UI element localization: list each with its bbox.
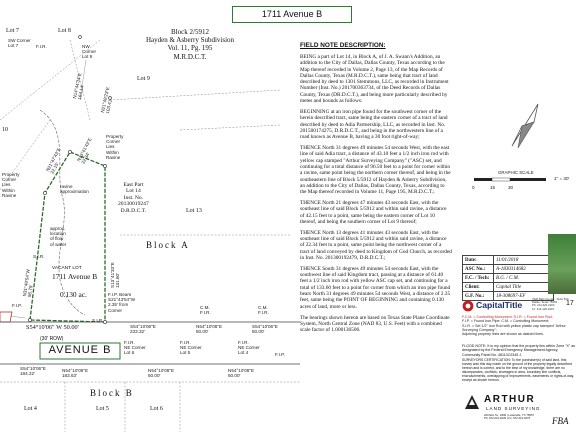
cm-label: C.M. F.I.R. — [200, 305, 211, 316]
call-bottom: N54°10'06"E 50.00' — [228, 368, 255, 379]
subject-address: 1711 Avenue B — [52, 272, 98, 281]
table-row — [463, 274, 554, 283]
sw-corner-label: SW Corner Lot 7 — [8, 38, 31, 49]
call-bottom: N54°10'06"E 183.63' — [62, 368, 89, 379]
call-bottom: S54°10'06"E 184.22' — [20, 366, 46, 377]
subject-area: 0.130 ac. — [60, 290, 87, 299]
street-row: (30' ROW) — [40, 336, 64, 342]
scale-unit: 1" = 30' — [554, 176, 570, 181]
info-key: F.C. / Tech: — [463, 274, 494, 283]
adjoining-corner — [0, 312, 12, 322]
field-note-paragraph: THENCE South 31 degrees 49 minutes 54 seconds East, with the southwest line of said Kingdom tract, passing at a distance of 61.40 feet a 1/2 inch iron rod with yellow ASC cap set, and continuing for a total of 133.60 feet to a point for corner from which an iron pipe found bears North 31 degrees 49 minutes 54 seconds West, a distance of 2.35 feet, same being the POINT OF BEGINNING and containing 0.130 acres of land, more or less. — [300, 265, 451, 310]
info-value: Capital Title — [494, 283, 554, 292]
block-b-label: Block B — [90, 388, 134, 398]
legend-line: F.I.P. = Found Iron Pipe; C.M. = Controlling Monument; — [462, 319, 550, 324]
bearing-call: N21°47'43"E 22.15' — [45, 146, 62, 175]
east-part-line: D.R.D.C.T. — [120, 207, 147, 214]
arthur-address: 220 Elm St., #200 | Lewisville, TX 75057 Ph: 972.221.9439 | Fx: 972.221.4675 — [484, 413, 535, 421]
info-key: G.F. No.: — [463, 292, 494, 301]
flood-note: FLOOD NOTE: It is my opinion that the property lies within Zone "X" as designated by the Federal Emergency Management Agency, Community Panel No. 48113C0345 J. — [462, 344, 576, 357]
block-header-line: M.R.D.C.T. — [173, 52, 207, 61]
scale-tick: 0 — [472, 185, 475, 190]
block-header-line: Vol. 11, Pg. 195 — [167, 44, 213, 53]
bearing-call: N14°44'34"E 164.14' — [72, 72, 86, 101]
arthur-sub: LAND SURVEYING — [486, 406, 541, 411]
vacant-lot-caption: VACANT LOT — [52, 266, 82, 271]
main-call: S54°10'06" W 50.00' — [26, 324, 79, 331]
fip-note: F.I.P. Bears S21°43'54"W 2.35' from Corner — [108, 292, 136, 313]
field-note-paragraph: THENCE North 21 degrees 47 minutes 43 seconds East, with the southeast line of said Block 5/5912 and within said ravine, a distance of 42.15 feet to a point, same being the eastern corner of Lot 10 thereof, and being the southern corner of Lot 9 thereof; — [300, 200, 447, 225]
lot-6-label: Lot 6 — [150, 406, 163, 412]
field-note-paragraph: THENCE North 13 degrees 41 minutes 43 seconds East, with the southeast line of said Block 5/5912 and within said ravine, a distance of 22.34 feet to a point, same point being the northwest corner of a tract of land conveyed by deed to Kingdom of God Church, as recorded in Inst. No. 201300192479, D.R.D.C.T.; — [300, 229, 452, 261]
graphic-scale-label: GRAPHIC SCALE — [498, 170, 534, 175]
call-right: N54°10'06"E 50.00' — [196, 324, 223, 335]
info-key: Client: — [463, 283, 494, 292]
capital-title-icon — [462, 300, 474, 312]
fip-left: F.I.P. — [12, 303, 22, 308]
north-arrow-icon — [504, 96, 544, 156]
field-notes — [300, 54, 452, 338]
east-part-lot-14 — [118, 182, 149, 214]
lot-5-label: Lot 5 — [96, 406, 109, 412]
block-header-line: Block 2/5912 — [171, 28, 209, 36]
surveyor-signature: FBA — [552, 416, 569, 426]
field-note-paragraph: The bearings shown hereon are based on Texas State Plane Coordinate System, North Central Zone (NAD 83, U.S. Feet) with a combined scale factor of 1.000136506. — [300, 314, 450, 334]
cm-label: C.M. F.I.R. — [258, 305, 269, 316]
arthur-name: ARTHUR — [484, 394, 536, 405]
info-value: B.G. / C.M. — [494, 274, 554, 283]
fir-ne-corner-lot5: F.I.R. NE Corner Lot 5 — [180, 340, 202, 356]
field-note-paragraph: BEGINNING at an iron pipe found for the southwest corner of the herein described tract, same being the eastern corner of a tract of land described by deed to Adia Partnership, LLC, as recorded in Inst. No. 201500174275, D.R.D.C.T., and being in the northwestern line of a road known as Avenue B, having a 30 foot right-of-way; — [300, 108, 448, 141]
block-header — [142, 28, 238, 61]
street-name: AVENUE B — [48, 344, 112, 356]
bearing-call: N13°41'43"E 22.34' — [76, 136, 93, 165]
east-part-line: Lot 14 — [126, 188, 141, 195]
fir-label: F.I.R. — [36, 44, 47, 49]
sir-label: S.I.R. — [33, 254, 45, 259]
lot-13-label: Lot 13 — [186, 208, 202, 214]
fir-ne-corner-lot6: F.I.R. NE Corner Lot 6 — [124, 340, 146, 356]
block-header-line: Hayden & Asberry Subdivision — [145, 36, 235, 45]
site-photo — [548, 234, 576, 294]
table-row — [463, 283, 554, 292]
field-notes-title: FIELD NOTE DESCRIPTION: — [300, 42, 386, 49]
scale-tick: 30 — [508, 185, 514, 190]
lot-9-label: Lot 9 — [137, 76, 150, 82]
field-note-paragraph: BEING a part of Lot 14, in Block A, of J. A. Swann's Addition, an addition to the City of Dallas, Dallas County, Texas according to the Map thereof recorded in Volume 2, Page 13, of the Map Records of Dallas County, Texas (M.R.D.C.T.), same being that tract of land described by deed to 1301 Stemmons, LLC, as recorded in Instrument Number (Inst. No.) 201700363734, of the Deed Records of Dallas County, Texas (DR.D.C.T.), and being more particularly described by metes and bounds as follows: — [300, 54, 449, 105]
table-row — [463, 265, 554, 274]
ravine-approx-label: ravine approximation — [60, 184, 89, 195]
field-note-paragraph: THENCE North 31 degrees 49 minutes 54 seconds West, with the east line of said Adia tract, a distance of 43.10 feet a 1/2 inch iron rod with yellow cap stamped "Arthur Surveying Company" ("ASC) set, and continuing for a total distance of 96.50 feet to a point for corner within a ravine, same point being the northern corner thereof, and being in the southeastern line of Block 5/5912 of Hayden & Asberry Subdivision, an addition to the City of Dallas, Dallas County, Texas, according to the Map thereof recorded in Volume 11, Page 195, M.R.D.C.T.; — [300, 145, 451, 196]
lot-8-label: Lot 8 — [58, 28, 71, 34]
sir-bottom: S.I.R. — [92, 318, 104, 323]
survey-info-table — [462, 255, 554, 301]
info-key: Date: — [463, 256, 494, 265]
capital-title-logo — [462, 297, 574, 312]
east-part-line: Inst. No. — [123, 194, 144, 201]
info-value: 18-308697-EF — [494, 292, 554, 301]
call-right: S54°10'06"E 50.00' — [252, 324, 278, 335]
call-right: S54°10'06"E 233.32' — [130, 324, 156, 335]
lot-4-label: Lot 4 — [24, 406, 37, 412]
bearing-call-east: S13°41'33"E 131.60' — [110, 262, 121, 288]
legend-line: S.I.R. = Set 1/2" Iron Rod with yellow plastic cap stamped "Arthur Surveying Company"; — [462, 323, 566, 332]
nw-corner-label: NW Corner Lot 9 — [82, 44, 97, 60]
page-title: 1711 Avenue B — [232, 6, 352, 23]
bearing-call-west: N31°49'54"W 96.79' — [22, 268, 34, 298]
arthur-mountain-icon — [464, 394, 480, 410]
water-flow-label: approx. location of flow of water — [50, 226, 67, 247]
fip-right: F.I.P. — [275, 352, 285, 357]
legend-line: F.C.M. = Controlling Monument; S.I.R. = Found Iron Rod; — [462, 315, 553, 319]
capital-title-name: CapitalTitle — [476, 300, 523, 310]
scale-tick: 15 — [490, 185, 496, 190]
call-bottom: N54°10'06"E 50.00' — [148, 368, 175, 379]
info-value: A-1830314682 — [494, 265, 554, 274]
block-a-label: Block A — [146, 240, 190, 250]
east-part-line: East Part — [123, 182, 144, 188]
legend-line: Adjoining property lines are shown as dashed lines. — [462, 332, 544, 337]
lot-10-label: 10 — [2, 127, 8, 133]
side-sheet-number: 17 — [566, 300, 574, 307]
lot-7-label: Lot 7 — [6, 28, 19, 34]
ravine-line — [40, 110, 85, 315]
fir-ne-corner-lot4: F.I.R. NE Corner Lot 4 — [238, 340, 260, 356]
capital-title-address: 7920 Belt Line Rd., Suite 530 Dallas, Texas 75254 Ph: 214-420-2200 Fx: 214-420-2215 — [532, 297, 569, 311]
ravine-note: Property Corner Lies Within Ravine — [106, 134, 124, 160]
info-key: ASC No.: — [463, 265, 494, 274]
ravine-note: Property Corner Lies Within Ravine — [2, 172, 20, 198]
legend — [462, 315, 576, 336]
east-part-line: 20130019247 — [118, 201, 149, 208]
table-row — [463, 256, 554, 265]
info-value: 11/01/2018 — [494, 256, 554, 265]
surveyor-certification: SURVEYORS CERTIFICATION: To the purchaser(s) of said land, this survey was this day made on the ground of the property legally described hereon and is correct, and to the best of my knowledge, there are no discrepancies, conflicts, shortages in area, boundary line conflicts, encroachments, overlapping of improvements, easements or rights-of-way, except as shown hereon. — [462, 358, 575, 383]
bearing-call: N21°49'23"E 103.41' — [100, 86, 114, 115]
arthur-logo — [462, 394, 576, 432]
